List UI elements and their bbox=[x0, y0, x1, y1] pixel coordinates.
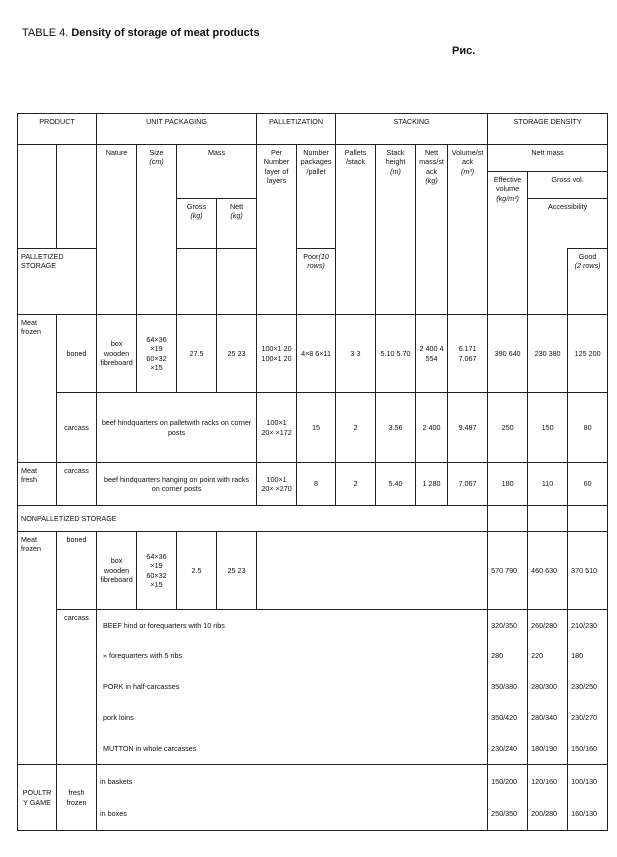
cell-pallets: 2 bbox=[336, 463, 376, 506]
col-per-layer: Per Number layer of layers bbox=[257, 145, 297, 315]
cell-nature: beef hindquarters hanging on point with racks on corner posts bbox=[97, 463, 257, 506]
cell-poor: 280/340 bbox=[528, 703, 568, 734]
col-nature: Nature bbox=[97, 145, 137, 315]
cell-poor: 180/190 bbox=[528, 734, 568, 765]
poultry-label: in baskets bbox=[97, 765, 488, 798]
cell-good: 160/130 bbox=[568, 798, 608, 831]
cell-poor: 220 bbox=[528, 641, 568, 672]
cell-poor: 120/160 bbox=[528, 765, 568, 798]
table-caption bbox=[22, 27, 260, 39]
cell-volume: 6.171 7.067 bbox=[448, 315, 488, 393]
col-volume-stack: Volume/stack (m³) bbox=[448, 145, 488, 315]
col-gross-vol: Gross vol. bbox=[528, 172, 608, 199]
cell-effective: 250 bbox=[488, 393, 528, 463]
row-poultry-game: POULTRY GAME bbox=[18, 765, 57, 831]
cell-pallets: 3 3 bbox=[336, 315, 376, 393]
poultry-label: in boxes bbox=[97, 798, 488, 831]
cell-nett: 25 23 bbox=[217, 315, 257, 393]
cell-good: 370 510 bbox=[568, 532, 608, 610]
col-size: Size (cm) bbox=[137, 145, 177, 315]
cell-height: 5.10 5.70 bbox=[376, 315, 416, 393]
cell-poor: 280/300 bbox=[528, 672, 568, 703]
cell-nett-mass: 2 400 bbox=[416, 393, 448, 463]
cell-effective: 180 bbox=[488, 463, 528, 506]
np-carcass-label: BEEF hind or forequarters with 10 ribs bbox=[97, 610, 488, 641]
cell-poor: 200/280 bbox=[528, 798, 568, 831]
row-boned: boned bbox=[57, 315, 97, 393]
cell-effective: 350/420 bbox=[488, 703, 528, 734]
cell-packages: 8 bbox=[297, 463, 336, 506]
cell-packages: 15 bbox=[297, 393, 336, 463]
col-nett-mass: Nett mass bbox=[488, 145, 608, 172]
cell-poor: 150 bbox=[528, 393, 568, 463]
col-storage-density: STORAGE DENSITY bbox=[488, 114, 608, 145]
cell-poor: 110 bbox=[528, 463, 568, 506]
cell-poor: 230 380 bbox=[528, 315, 568, 393]
col-nett: Nett (kg) bbox=[217, 199, 257, 249]
row-meat-frozen: Meat frozen bbox=[18, 315, 57, 463]
cell-effective: 280 bbox=[488, 641, 528, 672]
col-good: Good (2 rows) bbox=[568, 249, 608, 315]
row-meat-fresh: Meat fresh bbox=[18, 463, 57, 506]
cell-height: 3.56 bbox=[376, 393, 416, 463]
row-carcass: carcass bbox=[57, 393, 97, 463]
cell-effective: 350/380 bbox=[488, 672, 528, 703]
cell-good: 230/250 bbox=[568, 672, 608, 703]
np-carcass-label: » forequarters with 5 ribs bbox=[97, 641, 488, 672]
col-accessibility: Accessibility bbox=[528, 199, 608, 249]
section-nonpalletized: NONPALLETIZED STORAGE bbox=[18, 506, 488, 532]
row-carcass: carcass bbox=[57, 610, 97, 765]
cell-nett-mass: 2 400 4 554 bbox=[416, 315, 448, 393]
row-boned: boned bbox=[57, 532, 97, 610]
cell-good: 180 bbox=[568, 641, 608, 672]
cell-poor: 260/280 bbox=[528, 610, 568, 641]
row-meat-frozen: Meat frozen bbox=[18, 532, 57, 765]
np-carcass-label: MUTTON in whole carcasses bbox=[97, 734, 488, 765]
cell-poor: 460 630 bbox=[528, 532, 568, 610]
cell-effective: 570 790 bbox=[488, 532, 528, 610]
np-carcass-label: PORK in half-carcasses bbox=[97, 672, 488, 703]
cell-effective: 250/350 bbox=[488, 798, 528, 831]
cell-gross: 27.5 bbox=[177, 315, 217, 393]
col-mass: Mass bbox=[177, 145, 257, 199]
cell-per-layer: 100×1 20 100×1 20 bbox=[257, 315, 297, 393]
row-fresh-frozen: fresh frozen bbox=[57, 765, 97, 831]
cell-volume: 7.067 bbox=[448, 463, 488, 506]
col-num-packages: Number packages/pallet bbox=[297, 145, 336, 249]
col-stack-height: Stack height (m) bbox=[376, 145, 416, 315]
col-nett-mass-stack: Nett mass/stack (kg) bbox=[416, 145, 448, 315]
col-product: PRODUCT bbox=[18, 114, 97, 145]
cell-packages: 4×8 6×11 bbox=[297, 315, 336, 393]
cell-effective: 150/200 bbox=[488, 765, 528, 798]
cell-good: 230/270 bbox=[568, 703, 608, 734]
cell-good: 125 200 bbox=[568, 315, 608, 393]
cell-effective: 320/350 bbox=[488, 610, 528, 641]
cell-nature: box wooden fibreboard bbox=[97, 315, 137, 393]
cell-effective: 390 640 bbox=[488, 315, 528, 393]
col-gross: Gross (kg) bbox=[177, 199, 217, 249]
cell-size: 64×36 ×19 60×32 ×15 bbox=[137, 315, 177, 393]
density-table bbox=[17, 113, 608, 831]
np-carcass-label: pork loins bbox=[97, 703, 488, 734]
cell-nature: beef hindquarters on palletwith racks on corner posts bbox=[97, 393, 257, 463]
col-stacking: STACKING bbox=[336, 114, 488, 145]
cell-pallets: 2 bbox=[336, 393, 376, 463]
cell-good: 100/130 bbox=[568, 765, 608, 798]
cell-size: 64×36 ×19 60×32 ×15 bbox=[137, 532, 177, 610]
cell-nett-mass: 1 280 bbox=[416, 463, 448, 506]
cell-gross: 2.5 bbox=[177, 532, 217, 610]
col-unit-packaging: UNIT PACKAGING bbox=[97, 114, 257, 145]
col-pallets-stack: Pallets /stack bbox=[336, 145, 376, 315]
cell-good: 150/160 bbox=[568, 734, 608, 765]
col-effective-volume: Effective volume (kg/m³) bbox=[488, 172, 528, 315]
cell-good: 60 bbox=[568, 463, 608, 506]
cell-height: 5.40 bbox=[376, 463, 416, 506]
col-palletization: PALLETIZATION bbox=[257, 114, 336, 145]
col-poor: Poor(10 rows) bbox=[297, 249, 336, 315]
cell-good: 80 bbox=[568, 393, 608, 463]
row-carcass: carcass bbox=[57, 463, 97, 506]
table-title: Density of storage of meat products bbox=[71, 27, 260, 39]
cell-nature: box wooden fibreboard bbox=[97, 532, 137, 610]
figure-label: Рис. bbox=[452, 45, 476, 57]
cell-good: 210/230 bbox=[568, 610, 608, 641]
cell-per-layer: 100×1 20× ×270 bbox=[257, 463, 297, 506]
cell-effective: 230/240 bbox=[488, 734, 528, 765]
cell-volume: 9.487 bbox=[448, 393, 488, 463]
cell-per-layer: 100×1 20× ×172 bbox=[257, 393, 297, 463]
section-palletized: PALLETIZED STORAGE bbox=[18, 249, 97, 315]
table-number: TABLE 4. bbox=[22, 27, 69, 39]
cell-nett: 25 23 bbox=[217, 532, 257, 610]
